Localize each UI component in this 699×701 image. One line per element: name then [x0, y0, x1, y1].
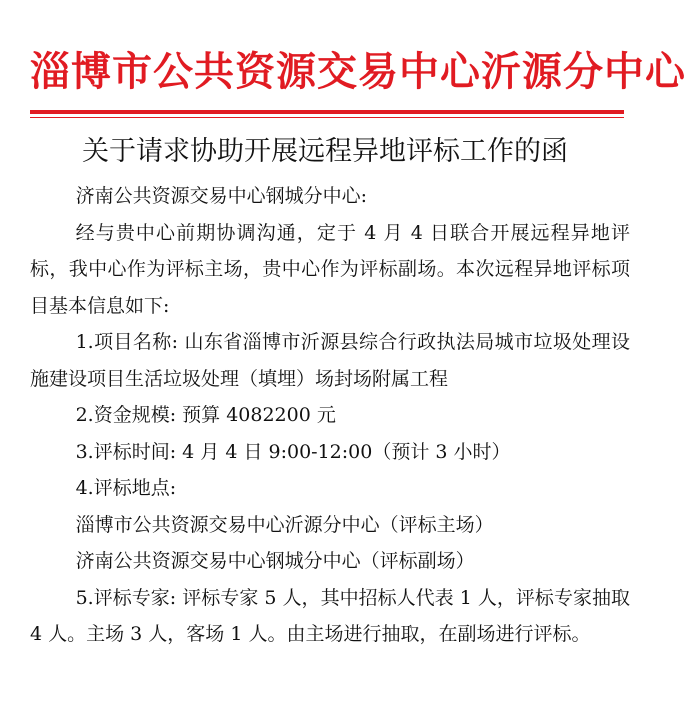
letter-body: [30, 178, 630, 653]
item-evaluation-location: 4.评标地点:: [75, 477, 177, 499]
item-project-name: 1.项目名称: 山东省淄博市沂源县综合行政执法局城市垃圾处理设施建设项目生活垃圾处理（填埋）场封场附属工程: [30, 331, 630, 390]
location-secondary-venue: 济南公共资源交易中心钢城分中心（评标副场）: [75, 550, 475, 572]
organization-header: 淄博市公共资源交易中心沂源分中心: [30, 48, 686, 95]
intro-paragraph: 经与贵中心前期协调沟通，定于 4 月 4 日联合开展远程异地评标，我中心作为评标主场，贵中心作为评标副场。本次远程异地评标项目基本信息如下:: [30, 221, 630, 317]
document-title: 关于请求协助开展远程异地评标工作的函: [82, 136, 568, 167]
header-red-rule-thick: [30, 110, 624, 114]
item-evaluation-time: 3.评标时间: 4 月 4 日 9:00-12:00（预计 3 小时）: [75, 440, 511, 463]
item-budget: 2.资金规模: 预算 4082200 元: [75, 404, 336, 426]
location-main-venue: 淄博市公共资源交易中心沂源分中心（评标主场）: [75, 513, 494, 536]
salutation: 济南公共资源交易中心钢城分中心:: [75, 185, 367, 207]
header-red-rule-thin: [30, 117, 624, 118]
item-evaluation-experts: 5.评标专家: 评标专家 5 人，其中招标人代表 1 人，评标专家抽取 4 人。主场 3 人，客场 1 人。由主场进行抽取，在副场进行评标。: [30, 586, 630, 645]
